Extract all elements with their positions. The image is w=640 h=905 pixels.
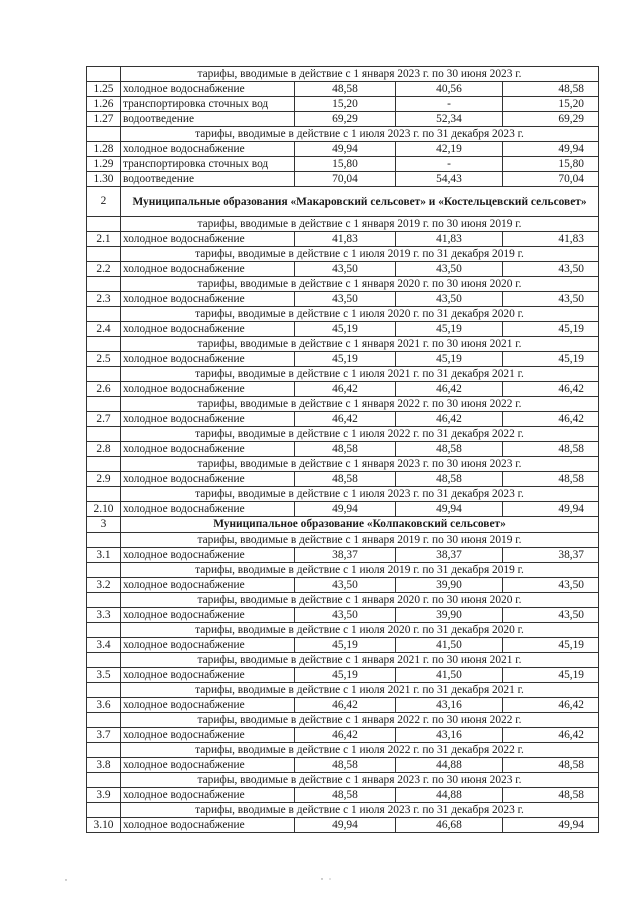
period-number-cell bbox=[87, 457, 121, 472]
tariff-value: 45,19 bbox=[503, 668, 599, 683]
tariff-value: 45,19 bbox=[295, 352, 396, 367]
tariff-value: 49,94 bbox=[396, 502, 503, 517]
period-number-cell bbox=[87, 653, 121, 668]
period-number-cell bbox=[87, 563, 121, 578]
municipality-row bbox=[87, 517, 599, 533]
period-number-cell bbox=[87, 397, 121, 412]
tariff-value: 15,20 bbox=[295, 97, 396, 112]
period-number-cell bbox=[87, 803, 121, 818]
service-name: транспортировка сточных вод bbox=[121, 97, 295, 112]
period-header-row bbox=[87, 743, 599, 758]
tariff-value: 48,58 bbox=[295, 788, 396, 803]
period-label: тарифы, вводимые в действие с 1 июля 2023 г. по 31 декабря 2023 г. bbox=[121, 487, 599, 502]
tariff-value: 43,50 bbox=[503, 262, 599, 277]
period-header-row bbox=[87, 563, 599, 578]
tariff-row bbox=[87, 728, 599, 743]
tariff-value: 46,42 bbox=[396, 412, 503, 427]
period-label: тарифы, вводимые в действие с 1 января 2022 г. по 30 июня 2022 г. bbox=[121, 397, 599, 412]
service-name: холодное водоснабжение bbox=[121, 292, 295, 307]
period-header-row bbox=[87, 397, 599, 412]
period-header-row bbox=[87, 683, 599, 698]
tariff-row bbox=[87, 638, 599, 653]
tariff-value: 48,58 bbox=[295, 82, 396, 97]
tariff-row bbox=[87, 322, 599, 337]
tariff-value: 46,42 bbox=[295, 728, 396, 743]
tariff-value: 45,19 bbox=[503, 322, 599, 337]
tariff-value: 46,42 bbox=[295, 382, 396, 397]
period-label: тарифы, вводимые в действие с 1 января 2023 г. по 30 июня 2023 г. bbox=[121, 67, 599, 82]
service-name: холодное водоснабжение bbox=[121, 502, 295, 517]
tariff-value: 43,50 bbox=[503, 608, 599, 623]
service-name: холодное водоснабжение bbox=[121, 382, 295, 397]
tariff-value: 15,20 bbox=[503, 97, 599, 112]
period-number-cell bbox=[87, 487, 121, 502]
tariff-row bbox=[87, 82, 599, 97]
tariff-row bbox=[87, 112, 599, 127]
municipality-number: 2 bbox=[87, 187, 121, 217]
tariff-row bbox=[87, 142, 599, 157]
row-number: 1.29 bbox=[87, 157, 121, 172]
row-number: 3.8 bbox=[87, 758, 121, 773]
tariff-row bbox=[87, 578, 599, 593]
row-number: 2.3 bbox=[87, 292, 121, 307]
tariff-value: 39,90 bbox=[396, 608, 503, 623]
tariff-row bbox=[87, 472, 599, 487]
tariff-value: 49,94 bbox=[503, 818, 599, 833]
service-name: холодное водоснабжение bbox=[121, 232, 295, 247]
tariff-value: 45,19 bbox=[396, 322, 503, 337]
tariff-value: 43,16 bbox=[396, 728, 503, 743]
period-label: тарифы, вводимые в действие с 1 июля 2019 г. по 31 декабря 2019 г. bbox=[121, 563, 599, 578]
tariff-value: 48,58 bbox=[503, 788, 599, 803]
service-name: холодное водоснабжение bbox=[121, 758, 295, 773]
period-header-row bbox=[87, 713, 599, 728]
period-header-row bbox=[87, 803, 599, 818]
tariff-value: 42,19 bbox=[396, 142, 503, 157]
service-name: холодное водоснабжение bbox=[121, 608, 295, 623]
tariff-value: 41,83 bbox=[396, 232, 503, 247]
period-header-row bbox=[87, 593, 599, 608]
period-label: тарифы, вводимые в действие с 1 июля 2020 г. по 31 декабря 2020 г. bbox=[121, 307, 599, 322]
municipality-name: Муниципальное образование «Колпаковский сельсовет» bbox=[121, 517, 599, 533]
tariff-value: 43,16 bbox=[396, 698, 503, 713]
tariff-value: - bbox=[396, 97, 503, 112]
period-number-cell bbox=[87, 337, 121, 352]
period-number-cell bbox=[87, 427, 121, 442]
tariff-value: 49,94 bbox=[503, 502, 599, 517]
tariff-value: 15,80 bbox=[295, 157, 396, 172]
period-label: тарифы, вводимые в действие с 1 января 2021 г. по 30 июня 2021 г. bbox=[121, 337, 599, 352]
tariff-value: 43,50 bbox=[503, 578, 599, 593]
tariff-value: 70,04 bbox=[503, 172, 599, 187]
tariff-value: 41,50 bbox=[396, 668, 503, 683]
tariff-value: 48,58 bbox=[295, 442, 396, 457]
period-number-cell bbox=[87, 367, 121, 382]
service-name: холодное водоснабжение bbox=[121, 142, 295, 157]
tariff-table-body bbox=[87, 67, 599, 833]
period-label: тарифы, вводимые в действие с 1 июля 2021 г. по 31 декабря 2021 г. bbox=[121, 367, 599, 382]
row-number: 1.30 bbox=[87, 172, 121, 187]
tariff-value: 43,50 bbox=[396, 262, 503, 277]
tariff-value: 38,37 bbox=[396, 548, 503, 563]
service-name: холодное водоснабжение bbox=[121, 788, 295, 803]
service-name: холодное водоснабжение bbox=[121, 82, 295, 97]
tariff-value: 46,68 bbox=[396, 818, 503, 833]
period-label: тарифы, вводимые в действие с 1 января 2019 г. по 30 июня 2019 г. bbox=[121, 217, 599, 232]
row-number: 2.5 bbox=[87, 352, 121, 367]
period-header-row bbox=[87, 487, 599, 502]
row-number: 2.10 bbox=[87, 502, 121, 517]
row-number: 2.9 bbox=[87, 472, 121, 487]
row-number: 2.8 bbox=[87, 442, 121, 457]
tariff-value: 44,88 bbox=[396, 788, 503, 803]
tariff-value: 46,42 bbox=[503, 698, 599, 713]
municipality-name: Муниципальные образования «Макаровский сельсовет» и «Костельцевский сельсовет» bbox=[121, 187, 599, 217]
period-label: тарифы, вводимые в действие с 1 января 2021 г. по 30 июня 2021 г. bbox=[121, 653, 599, 668]
tariff-value: 48,58 bbox=[396, 442, 503, 457]
row-number: 3.4 bbox=[87, 638, 121, 653]
period-number-cell bbox=[87, 743, 121, 758]
service-name: транспортировка сточных вод bbox=[121, 157, 295, 172]
tariff-value: 41,50 bbox=[396, 638, 503, 653]
period-number-cell bbox=[87, 307, 121, 322]
tariff-value: 54,43 bbox=[396, 172, 503, 187]
period-number-cell bbox=[87, 533, 121, 548]
tariff-value: 40,56 bbox=[396, 82, 503, 97]
period-header-row bbox=[87, 367, 599, 382]
period-label: тарифы, вводимые в действие с 1 июля 2023 г. по 31 декабря 2023 г. bbox=[121, 803, 599, 818]
row-number: 2.1 bbox=[87, 232, 121, 247]
tariff-value: 52,34 bbox=[396, 112, 503, 127]
period-label: тарифы, вводимые в действие с 1 января 2022 г. по 30 июня 2022 г. bbox=[121, 713, 599, 728]
row-number: 3.7 bbox=[87, 728, 121, 743]
tariff-value: 69,29 bbox=[295, 112, 396, 127]
tariff-value: 70,04 bbox=[295, 172, 396, 187]
period-header-row bbox=[87, 337, 599, 352]
tariff-value: 45,19 bbox=[295, 668, 396, 683]
tariff-row bbox=[87, 668, 599, 683]
tariff-value: 41,83 bbox=[503, 232, 599, 247]
period-label: тарифы, вводимые в действие с 1 января 2019 г. по 30 июня 2019 г. bbox=[121, 533, 599, 548]
service-name: холодное водоснабжение bbox=[121, 442, 295, 457]
period-header-row bbox=[87, 457, 599, 472]
tariff-row bbox=[87, 502, 599, 517]
row-number: 2.6 bbox=[87, 382, 121, 397]
tariff-value: 48,58 bbox=[295, 472, 396, 487]
tariff-value: 46,42 bbox=[503, 382, 599, 397]
service-name: холодное водоснабжение bbox=[121, 638, 295, 653]
period-label: тарифы, вводимые в действие с 1 января 2020 г. по 30 июня 2020 г. bbox=[121, 277, 599, 292]
tariff-row bbox=[87, 292, 599, 307]
service-name: холодное водоснабжение bbox=[121, 548, 295, 563]
tariff-value: 48,58 bbox=[295, 758, 396, 773]
period-number-cell bbox=[87, 277, 121, 292]
municipality-row bbox=[87, 187, 599, 217]
service-name: водоотведение bbox=[121, 112, 295, 127]
tariff-row bbox=[87, 608, 599, 623]
scan-specks bbox=[0, 875, 640, 887]
period-header-row bbox=[87, 247, 599, 262]
service-name: холодное водоснабжение bbox=[121, 728, 295, 743]
row-number: 1.26 bbox=[87, 97, 121, 112]
period-header-row bbox=[87, 127, 599, 142]
period-label: тарифы, вводимые в действие с 1 июля 2020 г. по 31 декабря 2020 г. bbox=[121, 623, 599, 638]
tariff-value: 43,50 bbox=[295, 578, 396, 593]
row-number: 2.4 bbox=[87, 322, 121, 337]
service-name: холодное водоснабжение bbox=[121, 578, 295, 593]
row-number: 3.5 bbox=[87, 668, 121, 683]
service-name: водоотведение bbox=[121, 172, 295, 187]
row-number: 2.7 bbox=[87, 412, 121, 427]
tariff-value: 43,50 bbox=[295, 292, 396, 307]
period-label: тарифы, вводимые в действие с 1 июля 2022 г. по 31 декабря 2022 г. bbox=[121, 743, 599, 758]
row-number: 3.10 bbox=[87, 818, 121, 833]
row-number: 2.2 bbox=[87, 262, 121, 277]
tariff-row bbox=[87, 97, 599, 112]
tariff-value: 43,50 bbox=[396, 292, 503, 307]
service-name: холодное водоснабжение bbox=[121, 322, 295, 337]
tariff-row bbox=[87, 232, 599, 247]
service-name: холодное водоснабжение bbox=[121, 818, 295, 833]
tariff-value: 49,94 bbox=[295, 142, 396, 157]
tariff-row bbox=[87, 818, 599, 833]
tariff-table bbox=[86, 66, 599, 833]
row-number: 3.9 bbox=[87, 788, 121, 803]
tariff-value: 43,50 bbox=[503, 292, 599, 307]
tariff-value: 48,58 bbox=[396, 472, 503, 487]
tariff-value: 45,19 bbox=[295, 638, 396, 653]
tariff-row bbox=[87, 262, 599, 277]
tariff-value: 48,58 bbox=[503, 758, 599, 773]
period-header-row bbox=[87, 277, 599, 292]
row-number: 3.2 bbox=[87, 578, 121, 593]
row-number: 1.28 bbox=[87, 142, 121, 157]
tariff-value: 45,19 bbox=[295, 322, 396, 337]
tariff-row bbox=[87, 382, 599, 397]
period-number-cell bbox=[87, 623, 121, 638]
period-label: тарифы, вводимые в действие с 1 июля 2019 г. по 31 декабря 2019 г. bbox=[121, 247, 599, 262]
period-number-cell bbox=[87, 247, 121, 262]
period-header-row bbox=[87, 217, 599, 232]
period-header-row bbox=[87, 533, 599, 548]
period-number-cell bbox=[87, 127, 121, 142]
period-header-row bbox=[87, 307, 599, 322]
tariff-value: 38,37 bbox=[295, 548, 396, 563]
municipality-number: 3 bbox=[87, 517, 121, 533]
tariff-row bbox=[87, 758, 599, 773]
service-name: холодное водоснабжение bbox=[121, 668, 295, 683]
period-header-row bbox=[87, 773, 599, 788]
tariff-row bbox=[87, 788, 599, 803]
period-label: тарифы, вводимые в действие с 1 января 2023 г. по 30 июня 2023 г. bbox=[121, 457, 599, 472]
tariff-value: 46,42 bbox=[503, 728, 599, 743]
row-number: 3.6 bbox=[87, 698, 121, 713]
period-label: тарифы, вводимые в действие с 1 июля 2023 г. по 31 декабря 2023 г. bbox=[121, 127, 599, 142]
period-number-cell bbox=[87, 773, 121, 788]
tariff-row bbox=[87, 352, 599, 367]
period-label: тарифы, вводимые в действие с 1 января 2023 г. по 30 июня 2023 г. bbox=[121, 773, 599, 788]
tariff-value: 44,88 bbox=[396, 758, 503, 773]
tariff-value: 69,29 bbox=[503, 112, 599, 127]
period-number-cell bbox=[87, 593, 121, 608]
tariff-value: 46,42 bbox=[503, 412, 599, 427]
tariff-row bbox=[87, 698, 599, 713]
tariff-value: 45,19 bbox=[503, 638, 599, 653]
tariff-value: 48,58 bbox=[503, 472, 599, 487]
period-header-row bbox=[87, 623, 599, 638]
period-header-row bbox=[87, 427, 599, 442]
row-number: 3.3 bbox=[87, 608, 121, 623]
row-number: 1.27 bbox=[87, 112, 121, 127]
period-number-cell bbox=[87, 217, 121, 232]
period-number-cell bbox=[87, 713, 121, 728]
period-label: тарифы, вводимые в действие с 1 июля 2022 г. по 31 декабря 2022 г. bbox=[121, 427, 599, 442]
tariff-value: 49,94 bbox=[503, 142, 599, 157]
tariff-value: 15,80 bbox=[503, 157, 599, 172]
service-name: холодное водоснабжение bbox=[121, 352, 295, 367]
period-header-row bbox=[87, 653, 599, 668]
row-number: 3.1 bbox=[87, 548, 121, 563]
tariff-value: 48,58 bbox=[503, 442, 599, 457]
row-number: 1.25 bbox=[87, 82, 121, 97]
service-name: холодное водоснабжение bbox=[121, 472, 295, 487]
tariff-row bbox=[87, 412, 599, 427]
tariff-value: - bbox=[396, 157, 503, 172]
tariff-value: 38,37 bbox=[503, 548, 599, 563]
tariff-row bbox=[87, 172, 599, 187]
period-number-cell bbox=[87, 67, 121, 82]
tariff-value: 43,50 bbox=[295, 262, 396, 277]
tariff-value: 46,42 bbox=[396, 382, 503, 397]
tariff-value: 46,42 bbox=[295, 698, 396, 713]
tariff-value: 39,90 bbox=[396, 578, 503, 593]
tariff-value: 45,19 bbox=[503, 352, 599, 367]
period-number-cell bbox=[87, 683, 121, 698]
tariff-value: 41,83 bbox=[295, 232, 396, 247]
tariff-row bbox=[87, 548, 599, 563]
period-label: тарифы, вводимые в действие с 1 июля 2021 г. по 31 декабря 2021 г. bbox=[121, 683, 599, 698]
tariff-row bbox=[87, 442, 599, 457]
tariff-value: 49,94 bbox=[295, 502, 396, 517]
tariff-value: 48,58 bbox=[503, 82, 599, 97]
service-name: холодное водоснабжение bbox=[121, 412, 295, 427]
service-name: холодное водоснабжение bbox=[121, 698, 295, 713]
service-name: холодное водоснабжение bbox=[121, 262, 295, 277]
tariff-value: 49,94 bbox=[295, 818, 396, 833]
tariff-row bbox=[87, 157, 599, 172]
tariff-value: 45,19 bbox=[396, 352, 503, 367]
period-label: тарифы, вводимые в действие с 1 января 2020 г. по 30 июня 2020 г. bbox=[121, 593, 599, 608]
tariff-value: 43,50 bbox=[295, 608, 396, 623]
tariff-value: 46,42 bbox=[295, 412, 396, 427]
period-header-row bbox=[87, 67, 599, 82]
